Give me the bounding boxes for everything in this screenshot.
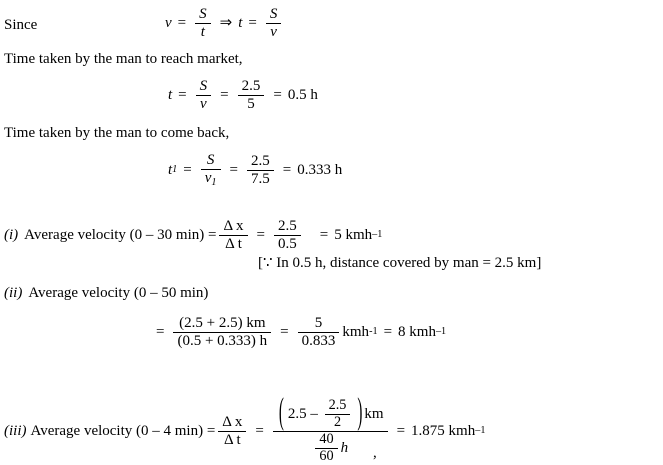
item-ii-equals: = xyxy=(156,323,165,340)
item-ii-f1-den: (0.5 + 0.333) h xyxy=(173,332,271,350)
eq2-equals-1: = xyxy=(178,86,187,103)
item-iii xyxy=(4,398,485,465)
item-iii-big-num xyxy=(273,398,388,431)
item-iii-f1-den: Δ t xyxy=(218,431,246,449)
item-ii-f1-num: (2.5 + 2.5) km xyxy=(179,315,266,331)
since-label: Since xyxy=(4,17,38,33)
eq1-equals: = xyxy=(177,14,187,31)
item-iii-label: (iii) xyxy=(4,422,27,439)
item-i-equals: = xyxy=(256,226,266,243)
eq1-denominator: t xyxy=(195,23,211,41)
eq2-fraction-s-over-v xyxy=(196,78,212,113)
line-time-to-market xyxy=(4,52,243,67)
item-ii-f2-den: 0.833 xyxy=(298,332,340,350)
time-back-text: Time taken by the man to come back, xyxy=(4,125,230,141)
item-i-result: 5 kmh xyxy=(334,226,373,243)
note-line xyxy=(258,256,541,271)
eq3-equals-3: = xyxy=(282,161,292,178)
eq3-equals-1: = xyxy=(183,161,192,178)
item-iii-den-unit: h xyxy=(340,439,349,456)
item-iii-den-fraction xyxy=(315,432,337,465)
item-i-f1-den: Δ t xyxy=(219,235,247,253)
eq3-f1-den-wrap xyxy=(201,169,221,188)
item-i-result-sup: –1 xyxy=(372,229,383,241)
item-iii-text: Average velocity (0 – 4 min) = xyxy=(30,422,216,439)
eq2-equals-2: = xyxy=(220,86,229,103)
trailing-comma: , xyxy=(373,445,377,461)
item-iii-fraction-delta xyxy=(218,414,246,449)
eq1-t: t xyxy=(238,14,243,31)
item-iii-inner-fraction xyxy=(325,398,351,431)
item-iii-result-sup: –1 xyxy=(475,425,486,437)
item-iii-f1-num: Δ x xyxy=(222,414,243,431)
item-i-fraction-values xyxy=(274,218,301,253)
eq3-fraction-s-over-v1 xyxy=(201,152,221,188)
eq3-f1-den-sub: 1 xyxy=(211,176,217,188)
eq1-equals-2: = xyxy=(248,14,257,31)
eq2-result: 0.5 h xyxy=(287,86,318,103)
eq1-fraction-s-over-v xyxy=(266,6,282,41)
item-ii-text: Average velocity (0 – 50 min) xyxy=(28,285,209,301)
eq3-fraction-values xyxy=(247,153,274,188)
eq3-lhs: t xyxy=(168,161,173,178)
item-iii-equals-2: = xyxy=(396,422,406,439)
item-i-label: (i) xyxy=(4,226,19,243)
item-i-f2-num: 2.5 xyxy=(278,218,297,234)
item-i-f1-num: Δ x xyxy=(223,218,244,234)
eq2-lhs: t xyxy=(168,86,173,103)
item-i-text: Average velocity (0 – 30 min) = xyxy=(24,226,217,243)
equation-time-back xyxy=(168,152,342,188)
item-iii-big-fraction xyxy=(273,398,388,465)
eq1-implies: ⇒ xyxy=(219,14,233,31)
item-ii-f2-num: 5 xyxy=(314,315,323,331)
eq3-lhs-sub: 1 xyxy=(172,164,178,176)
item-i-equals-2: = xyxy=(319,226,329,243)
item-iii-big-den xyxy=(273,431,388,465)
item-iii-inner-num: 2.5 xyxy=(328,397,347,413)
item-iii-result: 1.875 kmh xyxy=(411,422,476,439)
eq3-f1-den: v xyxy=(204,169,212,186)
eq1-numerator: S xyxy=(199,6,207,22)
item-ii-fraction-distance-over-time xyxy=(173,315,271,350)
eq3-f2-num: 2.5 xyxy=(250,152,270,169)
eq1-v: v xyxy=(165,14,172,31)
item-ii-equation xyxy=(150,315,446,350)
eq2-f2-num: 2.5 xyxy=(241,78,261,94)
time-to-market-text: Time taken by the man to reach market, xyxy=(4,51,243,67)
item-ii-label: (ii) xyxy=(4,285,23,301)
eq2-f1-den: v xyxy=(196,95,212,113)
item-ii-fraction-values xyxy=(298,315,340,350)
eq3-equals-2: = xyxy=(229,161,238,178)
eq3-f1-num: S xyxy=(206,152,215,168)
line-since xyxy=(4,18,37,33)
item-ii-unit: kmh xyxy=(342,323,370,340)
equation-velocity-definition xyxy=(165,6,284,41)
eq3-result: 0.333 h xyxy=(297,161,343,178)
eq2-f2-den: 5 xyxy=(238,95,265,113)
equation-time-to-market xyxy=(168,78,318,113)
item-iii-den-num: 40 xyxy=(319,430,334,447)
eq2-equals-3: = xyxy=(273,86,282,103)
item-ii-equals-2: = xyxy=(280,323,289,340)
item-iii-den-den: 60 xyxy=(315,448,337,465)
item-iii-inner-left: 2.5 – xyxy=(287,405,318,422)
item-iii-equals: = xyxy=(255,422,264,439)
line-time-back xyxy=(4,126,229,141)
item-i-fraction-delta xyxy=(219,218,247,253)
item-iii-inner-den: 2 xyxy=(325,414,351,431)
eq1-fraction-s-over-t xyxy=(195,6,211,41)
eq3-f2-den: 7.5 xyxy=(247,170,274,188)
eq1-numerator-2: S xyxy=(269,6,278,22)
item-i-f2-den: 0.5 xyxy=(274,235,301,253)
item-iii-paren-group xyxy=(277,398,365,431)
item-iii-inner-unit: km xyxy=(364,405,384,422)
eq2-fraction-values xyxy=(238,78,265,113)
item-ii xyxy=(4,286,208,301)
item-i xyxy=(4,218,382,253)
note-text: [∵ In 0.5 h, distance covered by man = 2.5 km] xyxy=(258,255,542,271)
item-ii-unit-sup: -1 xyxy=(369,326,378,338)
eq2-f1-num: S xyxy=(199,78,208,94)
item-ii-result-sup: –1 xyxy=(435,326,447,338)
item-ii-equals-3: = xyxy=(383,323,393,340)
eq1-denominator-2: v xyxy=(266,23,282,41)
item-ii-result: 8 kmh xyxy=(398,323,436,340)
